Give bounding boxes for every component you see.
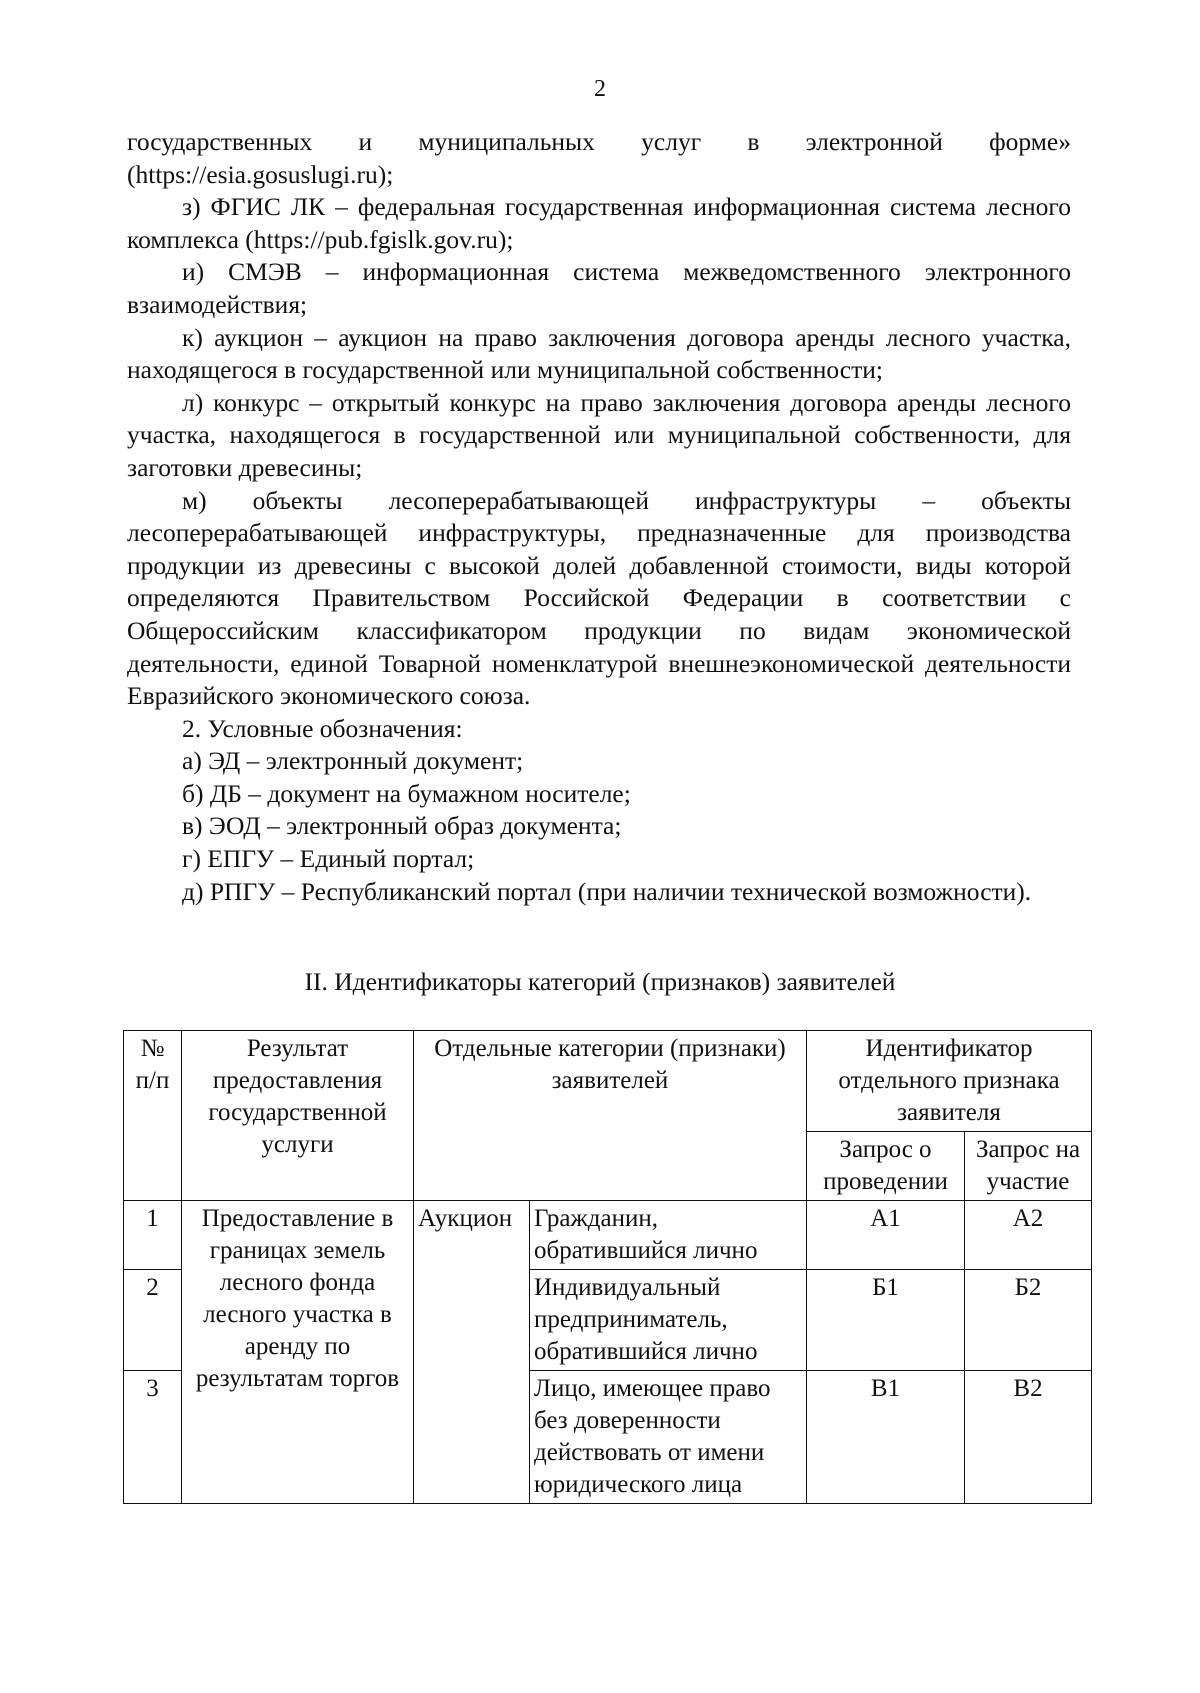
id-conduct-cell: Б1 xyxy=(807,1270,965,1371)
header-request-participation: Запрос на участие xyxy=(965,1132,1092,1201)
identifiers-table xyxy=(123,1030,1092,1504)
body-text xyxy=(127,126,1071,908)
page-number: 2 xyxy=(594,76,606,102)
paragraph-smev: и) СМЭВ – информационная система межведомственного электронного взаимодействия; xyxy=(127,257,1071,319)
category-cell: Гражданин, обратившийся лично xyxy=(530,1201,807,1270)
paragraph-legend-ed: а) ЭД – электронный документ; xyxy=(182,746,524,776)
id-participation-cell: А2 xyxy=(965,1201,1092,1270)
category-cell: Лицо, имеющее право без доверенности действовать от имени юридического лица xyxy=(530,1371,807,1504)
header-categories: Отдельные категории (признаки) заявителей xyxy=(414,1031,807,1201)
paragraph-fgis-lk: з) ФГИС ЛК – федеральная государственная информационная система лесного комплекса (https://pub.fgislk.gov.ru); xyxy=(127,192,1071,254)
paragraph-legend-heading: 2. Условные обозначения: xyxy=(182,713,463,743)
id-participation-cell: В2 xyxy=(965,1371,1092,1504)
paragraph-legend-rpgu: д) РПГУ – Республиканский портал (при наличии технической возможности). xyxy=(182,876,1032,906)
row-number: 1 xyxy=(124,1201,182,1270)
paragraph-legend-epgu: г) ЕПГУ – Единый портал; xyxy=(182,844,475,874)
result-cell: Предоставление в границах земель лесного фонда лесного участка в аренду по результатам торгов xyxy=(182,1201,414,1504)
category-cell: Индивидуальный предприниматель, обратившийся лично xyxy=(530,1270,807,1371)
header-result: Результат предоставления государственной услуги xyxy=(182,1031,414,1201)
header-request-conduct: Запрос о проведении xyxy=(807,1132,965,1201)
header-identifier: Идентификатор отдельного признака заявителя xyxy=(807,1031,1092,1132)
paragraph-legend-db: б) ДБ – документ на бумажном носителе; xyxy=(182,778,631,808)
id-conduct-cell: А1 xyxy=(807,1201,965,1270)
section-title: II. Идентификаторы категорий (признаков) заявителей xyxy=(304,967,896,996)
table-row xyxy=(124,1201,1092,1270)
paragraph-legend-eod: в) ЭОД – электронный образ документа; xyxy=(182,811,622,841)
paragraph-esia: государственных и муниципальных услуг в электронной форме» (https://esia.gosuslugi.ru); xyxy=(127,127,1071,189)
paragraph-auction: к) аукцион – аукцион на право заключения договора аренды лесного участка, находящегося в государственной или муниципальной собственности; xyxy=(127,322,1071,385)
id-conduct-cell: В1 xyxy=(807,1371,965,1504)
paragraph-contest: л) конкурс – открытый конкурс на право заключения договора аренды лесного участка, находящегося в государственной или муниципальной собственности, для заготовки древесины; xyxy=(127,387,1071,482)
auction-label: Аукцион xyxy=(414,1201,530,1504)
id-participation-cell: Б2 xyxy=(965,1270,1092,1371)
row-number: 3 xyxy=(124,1371,182,1504)
row-number: 2 xyxy=(124,1270,182,1371)
header-num: № п/п xyxy=(124,1031,182,1201)
paragraph-infrastructure: м) объекты лесоперерабатывающей инфраструктуры – объекты лесоперерабатывающей инфраструктуры, предназначенные для производства продукции из древесины с высокой долей добавленной стоимости, виды которой определяются Правительством Российской Федерации в соответствии с Общероссийским классификатором продукции по видам экономической деятельности, единой Товарной номенклатурой внешнеэкономической деятельности Евразийского экономического союза. xyxy=(127,485,1071,711)
